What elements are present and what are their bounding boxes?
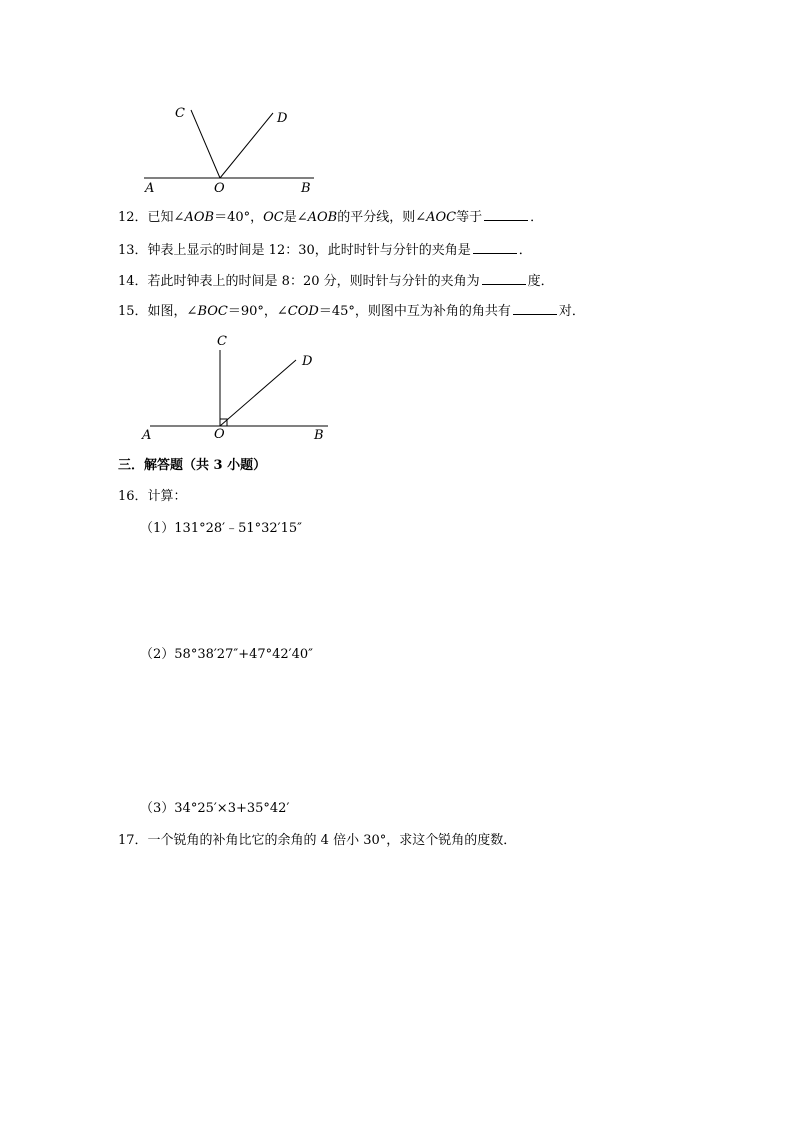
q12-angle-aob-2: AOB: [307, 210, 338, 225]
label-b: B: [301, 181, 311, 196]
q14-text: 若此时钟表上的时间是 8：20 分，则时针与分针的夹角为: [147, 274, 480, 289]
q16-part-1: （1）131°28′﹣51°32′15″: [140, 521, 303, 536]
label-b: B: [314, 428, 324, 443]
q17-text: 一个锐角的补角比它的余角的 4 倍小 30°，求这个锐角的度数．: [147, 833, 517, 848]
question-15: [118, 302, 585, 320]
q14-number: 14．: [118, 274, 148, 289]
q12-end: ．: [530, 210, 544, 225]
q16-part-2: （2）58°38′27″+47°42′40″: [140, 647, 314, 662]
q12-text-3: 是∠: [283, 210, 308, 225]
q12-oc: OC: [263, 210, 284, 225]
q15-angle-boc: BOC: [197, 304, 228, 319]
label-c: C: [175, 106, 185, 121]
question-17: [118, 833, 516, 849]
q16-part-3: （3）34°25′×3+35°42′: [140, 801, 290, 816]
q15-number: 15．: [118, 304, 148, 319]
q15-text-2: ＝90°，∠: [227, 304, 288, 319]
label-d: D: [302, 354, 313, 369]
figure-2: [138, 328, 338, 446]
q12-text-1: 已知∠: [147, 210, 185, 225]
label-o: O: [214, 181, 225, 196]
q13-text: 钟表上显示的时间是 12：30，此时时针与分针的夹角是: [147, 243, 471, 258]
question-12: [118, 208, 543, 226]
q14-answer-blank[interactable]: [482, 272, 526, 285]
q12-answer-blank[interactable]: [484, 208, 528, 221]
q15-answer-blank[interactable]: [513, 302, 557, 315]
q13-number: 13．: [118, 243, 148, 258]
label-d: D: [277, 111, 288, 126]
q14-end: 度．: [527, 274, 554, 289]
question-13: [118, 241, 532, 259]
q12-angle-aob: AOB: [184, 210, 215, 225]
label-o: O: [214, 427, 225, 442]
q15-text-1: 如图，∠: [147, 304, 198, 319]
q15-text-3: ＝45°，则图中互为补角的角共有: [318, 304, 511, 319]
q13-answer-blank[interactable]: [473, 241, 517, 254]
figure-1: [138, 100, 328, 198]
q12-angle-aoc: AOC: [426, 210, 457, 225]
ray-od: [220, 113, 273, 178]
q12-text-5: 等于: [456, 210, 483, 225]
label-c: C: [217, 334, 227, 349]
q12-text-2: ＝40°，: [214, 210, 264, 225]
q15-angle-cod: COD: [287, 304, 319, 319]
question-14: [118, 272, 554, 290]
question-16: [118, 489, 187, 505]
label-a: A: [145, 181, 155, 196]
ray-oc: [191, 110, 220, 178]
label-a: A: [142, 428, 152, 443]
q16-text: 计算：: [147, 489, 187, 504]
q16-number: 16．: [118, 489, 148, 504]
ray-od: [220, 360, 296, 426]
q13-end: ．: [518, 243, 532, 258]
q15-end: 对．: [558, 304, 585, 319]
q12-number: 12．: [118, 210, 148, 225]
section-3-heading: 三．解答题（共 3 小题）: [118, 458, 267, 473]
q12-text-4: 的平分线，则∠: [337, 210, 427, 225]
q17-number: 17．: [118, 833, 148, 848]
